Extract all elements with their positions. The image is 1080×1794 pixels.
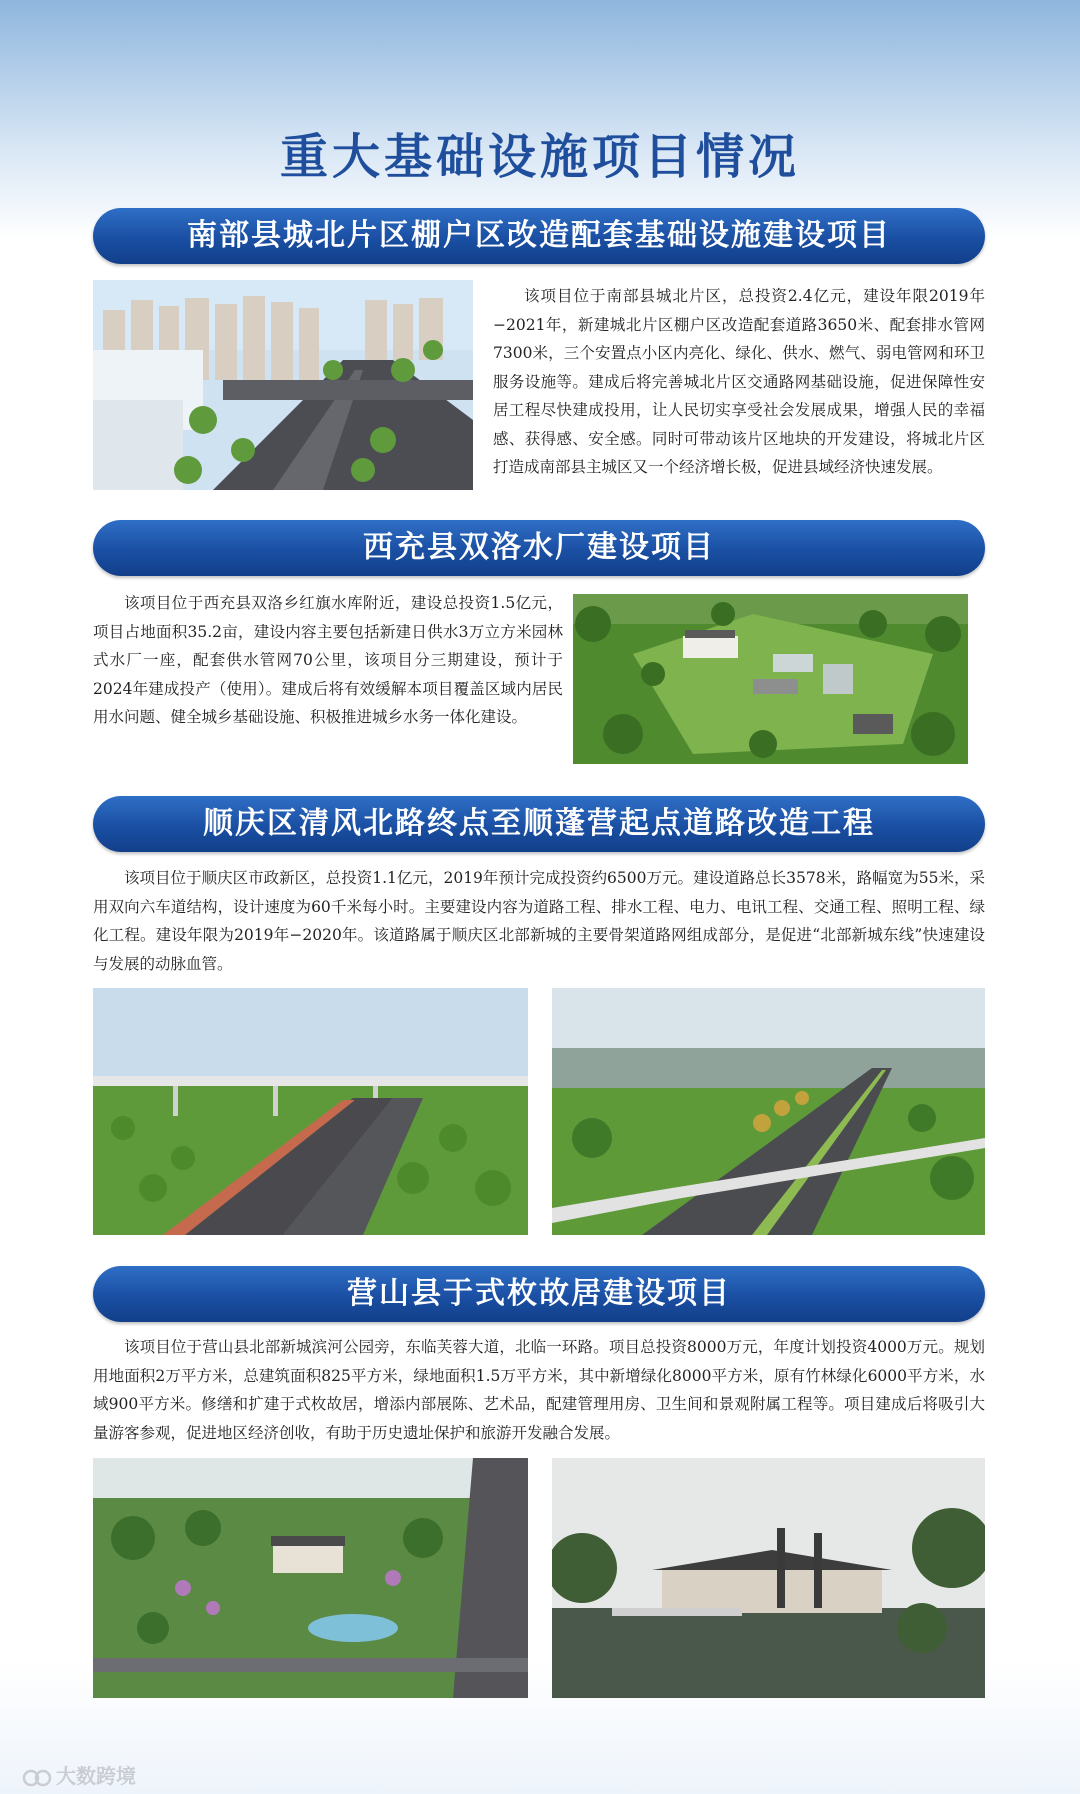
section-4-heading: 营山县于式枚故居建设项目 (93, 1266, 985, 1322)
page-title: 重大基础设施项目情况 (279, 129, 800, 185)
watermark-text: 大数跨境 (56, 1764, 136, 1788)
watermark-logo-icon (22, 1768, 52, 1788)
section-3-photo-boulevard (552, 988, 985, 1235)
section-2-heading: 西充县双洛水厂建设项目 (93, 520, 985, 576)
section-4-photo-park-aerial (93, 1458, 528, 1698)
section-3-heading: 顺庆区清风北路终点至顺蓬营起点道路改造工程 (93, 796, 985, 852)
section-1-photo-city-road (93, 280, 473, 490)
section-4-photo-former-residence (552, 1458, 985, 1698)
watermark (22, 1760, 136, 1789)
section-3-photo-elevated-road (93, 988, 528, 1235)
section-1-body: 该项目位于南部县城北片区，总投资2.4亿元，建设年限2019年−2021年，新建城北片区棚户区改造配套道路3650米、配套排水管网7300米，三个安置点小区内亮化、绿化、供水、燃气、弱电管网和环卫服务设施等。建成后将完善城北片区交通路网基础设施，促进保障性安居工程尽快建成投用，让人民切实享受社会发展成果，增强人民的幸福感、获得感、安全感。同时可带动该片区地块的开发建设，将城北片区打造成南部县主城区又一个经济增长极，促进县域经济快速发展。 (493, 287, 985, 476)
section-2-photo-water-plant (573, 594, 968, 764)
section-4-body: 该项目位于营山县北部新城滨河公园旁，东临芙蓉大道，北临一环路。项目总投资8000万元，年度计划投资4000万元。规划用地面积2万平方米，总建筑面积825平方米，绿地面积1.5万平方米，其中新增绿化8000平方米，原有竹林绿化6000平方米，水域900平方米。修缮和扩建于式枚故居，增添内部展陈、艺术品，配建管理用房、卫生间和景观附属工程等。项目建成后将吸引大量游客参观，促进地区经济创收，有助于历史遗址保护和旅游开发融合发展。 (93, 1338, 985, 1442)
section-1-heading: 南部县城北片区棚户区改造配套基础设施建设项目 (93, 208, 985, 264)
section-2-body: 该项目位于西充县双洛乡红旗水库附近，建设总投资1.5亿元，项目占地面积35.2亩，建设内容主要包括新建日供水3万立方米园林式水厂一座，配套供水管网70公里，该项目分三期建设，预计于2024年建成投产（使用）。建成后将有效缓解本项目覆盖区域内居民用水问题、健全城乡基础设施、积极推进城乡水务一体化建设。 (93, 594, 563, 726)
section-3-body: 该项目位于顺庆区市政新区，总投资1.1亿元，2019年预计完成投资约6500万元。建设道路总长3578米，路幅宽为55米，采用双向六车道结构，设计速度为60千米每小时。主要建设内容为道路工程、排水工程、电力、电讯工程、交通工程、照明工程、绿化工程。建设年限为2019年−2020年。该道路属于顺庆区北部新城的主要骨架道路网组成部分，是促进“北部新城东线”快速建设与发展的动脉血管。 (93, 869, 985, 973)
